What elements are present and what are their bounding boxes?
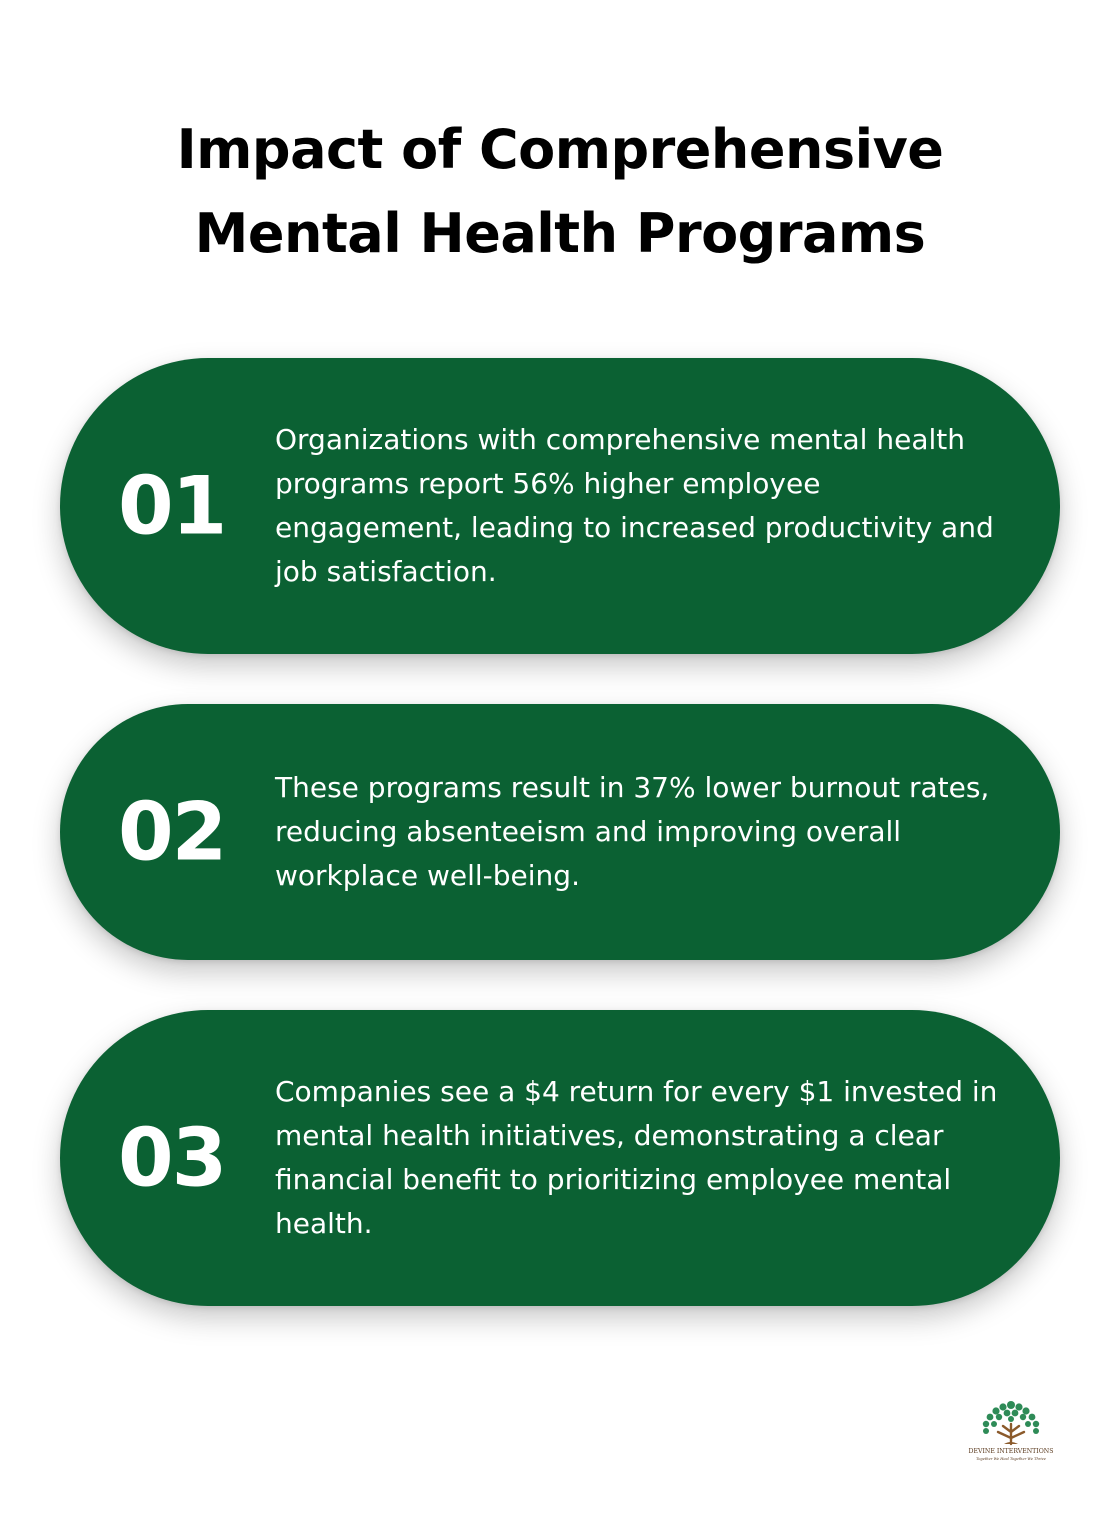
stat-card-2: [60, 704, 1060, 960]
stat-card-1: [60, 358, 1060, 654]
logo-name: DEVINE INTERVENTIONS: [968, 1448, 1054, 1455]
card-text: These programs result in 37% lower burnout rates, reducing absenteeism and improving overall workplace well-being.: [275, 771, 990, 892]
logo-tagline: Together We Heal Together We Thrive: [976, 1457, 1046, 1461]
tree-logo-icon: [966, 1398, 1056, 1462]
card-number: 03: [118, 1111, 226, 1205]
card-text: Organizations with comprehensive mental health programs report 56% higher employee engagement, leading to increased productivity and job satisfaction.: [275, 423, 994, 588]
page-title: Impact of Comprehensive Mental Health Programs: [176, 118, 944, 265]
card-number: 02: [118, 785, 226, 879]
card-number: 01: [118, 459, 226, 553]
stat-card-3: [60, 1010, 1060, 1306]
brand-logo: [966, 1398, 1056, 1462]
card-text: Companies see a $4 return for every $1 invested in mental health initiatives, demonstrating a clear financial benefit to prioritizing employee mental health.: [275, 1075, 998, 1240]
